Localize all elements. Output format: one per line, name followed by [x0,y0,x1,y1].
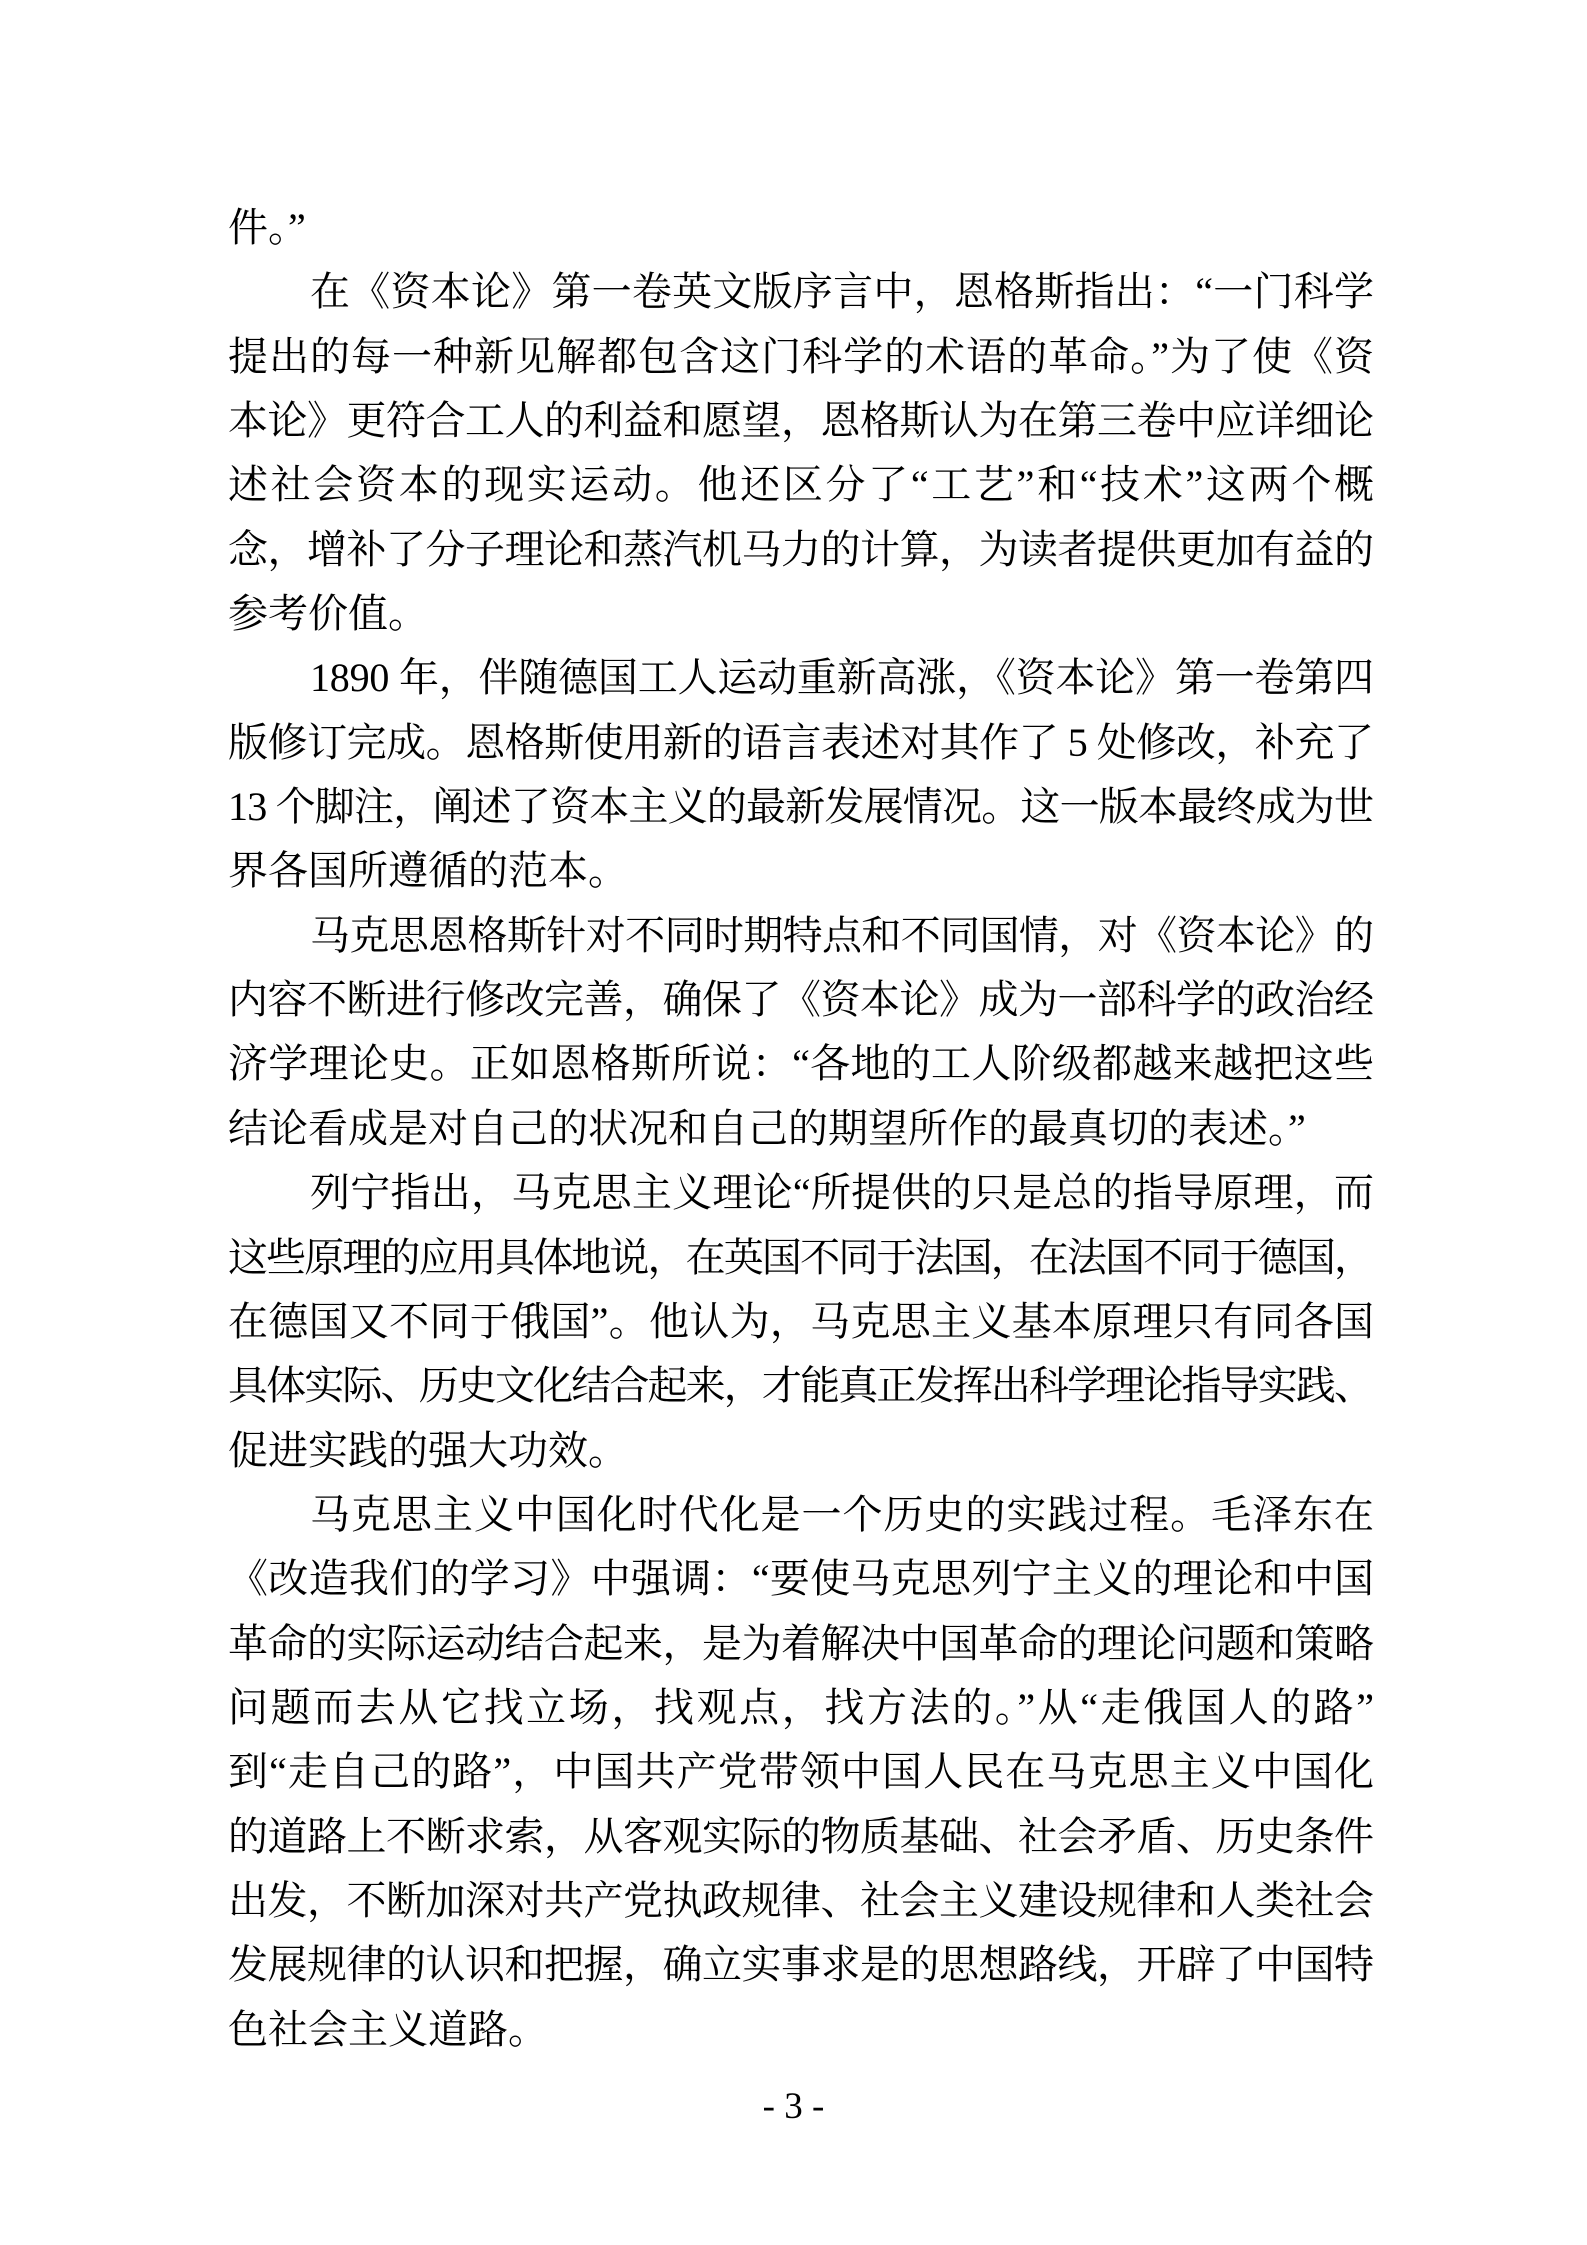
text-line [228,904,1374,968]
text-line [228,453,1377,517]
text-line [228,1161,1374,1225]
document-body [228,196,1377,2062]
page-number: - 3 - [762,2086,825,2127]
text-line [228,1226,1374,1290]
text-line-content: 内容不断进行修改完善，确保了《资本论》成为一部科学的政治经 [228,977,1374,1023]
page-footer [0,2085,1587,2129]
text-line-content: 参考价值。 [228,591,428,637]
text-line-content: 版修订完成。恩格斯使用新的语言表述对其作了 5 处修改，补充了 [228,719,1374,765]
text-line-content: 在《资本论》第一卷英文版序言中，恩格斯指出：“一门科学 [310,269,1375,315]
text-line-content: 问题而去从它找立场，找观点，找方法的。”从“走俄国人的路” [228,1684,1377,1730]
text-line-content: 济学理论史。正如恩格斯所说：“各地的工人阶级都越来越把这些 [228,1041,1375,1087]
text-line [228,582,1374,646]
text-line [228,1612,1374,1676]
text-line-content: 马克思主义中国化时代化是一个历史的实践过程。毛泽东在 [310,1491,1375,1537]
text-line-content: 结论看成是对自己的状况和自己的期望所作的最真切的表述。” [228,1105,1306,1151]
text-line-content: 界各国所遵循的范本。 [228,848,628,894]
text-line [228,1869,1374,1933]
text-line [228,1740,1374,1804]
text-line-content: 革命的实际运动结合起来，是为着解决中国革命的理论问题和策略 [228,1620,1374,1666]
text-line-content: 到“走自己的路”，中国共产党带领中国人民在马克思主义中国化 [228,1749,1376,1795]
text-line-content: 促进实践的强大功效。 [228,1427,628,1473]
text-line-content: 念，增补了分子理论和蒸汽机马力的计算，为读者提供更加有益的 [228,526,1374,572]
text-line-content: 具体实际、历史文化结合起来，才能真正发挥出科学理论指导实践、 [228,1363,1373,1409]
text-line [228,1290,1374,1354]
text-line-content: 的道路上不断求索，从客观实际的物质基础、社会矛盾、历史条件 [228,1813,1374,1859]
text-line-content: 13 个脚注，阐述了资本主义的最新发展情况。这一版本最终成为世 [228,784,1374,830]
text-line [228,711,1374,775]
text-line [228,1032,1374,1096]
text-line [228,260,1374,324]
text-line [228,1998,1374,2062]
text-line [228,1933,1374,1997]
text-line [228,196,1374,260]
text-line-content: 提出的每一种新见解都包含这门科学的术语的革命。”为了使《资 [228,333,1375,379]
text-line [228,1676,1377,1740]
text-line-content: 在德国又不同于俄国”。他认为，马克思主义基本原理只有同各国 [228,1298,1375,1344]
text-line [228,1547,1374,1611]
text-line [228,839,1374,903]
text-line [228,1419,1374,1483]
text-line-content: 本论》更符合工人的利益和愿望，恩格斯认为在第三卷中应详细论 [228,398,1374,444]
text-line [228,325,1374,389]
text-line [228,775,1374,839]
text-line-content: 发展规律的认识和把握，确立实事求是的思想路线，开辟了中国特 [228,1942,1374,1988]
text-line-content: 色社会主义道路。 [228,2006,548,2052]
text-line-content: 马克思恩格斯针对不同时期特点和不同国情，对《资本论》的 [310,912,1374,958]
text-line-content: 1890 年，伴随德国工人运动重新高涨，《资本论》第一卷第四 [310,655,1374,701]
text-line [228,389,1374,453]
text-line-content: 《改造我们的学习》中强调：“要使马克思列宁主义的理论和中国 [228,1556,1375,1602]
text-line [228,1805,1374,1869]
text-line-content: 这些原理的应用具体地说，在英国不同于法国，在法国不同于德国， [228,1234,1373,1280]
text-line-content: 件。” [228,205,306,250]
text-line [228,1483,1374,1547]
text-line-content: 列宁指出，马克思主义理论“所提供的只是总的指导原理，而 [310,1170,1375,1216]
text-line [228,646,1374,710]
text-line [228,968,1374,1032]
text-line-content: 述社会资本的现实运动。他还区分了“工艺”和“技术”这两个概 [228,462,1377,508]
text-line [228,518,1374,582]
text-line-content: 出发，不断加深对共产党执政规律、社会主义建设规律和人类社会 [228,1877,1374,1923]
text-line [228,1354,1374,1418]
text-line [228,1097,1374,1161]
